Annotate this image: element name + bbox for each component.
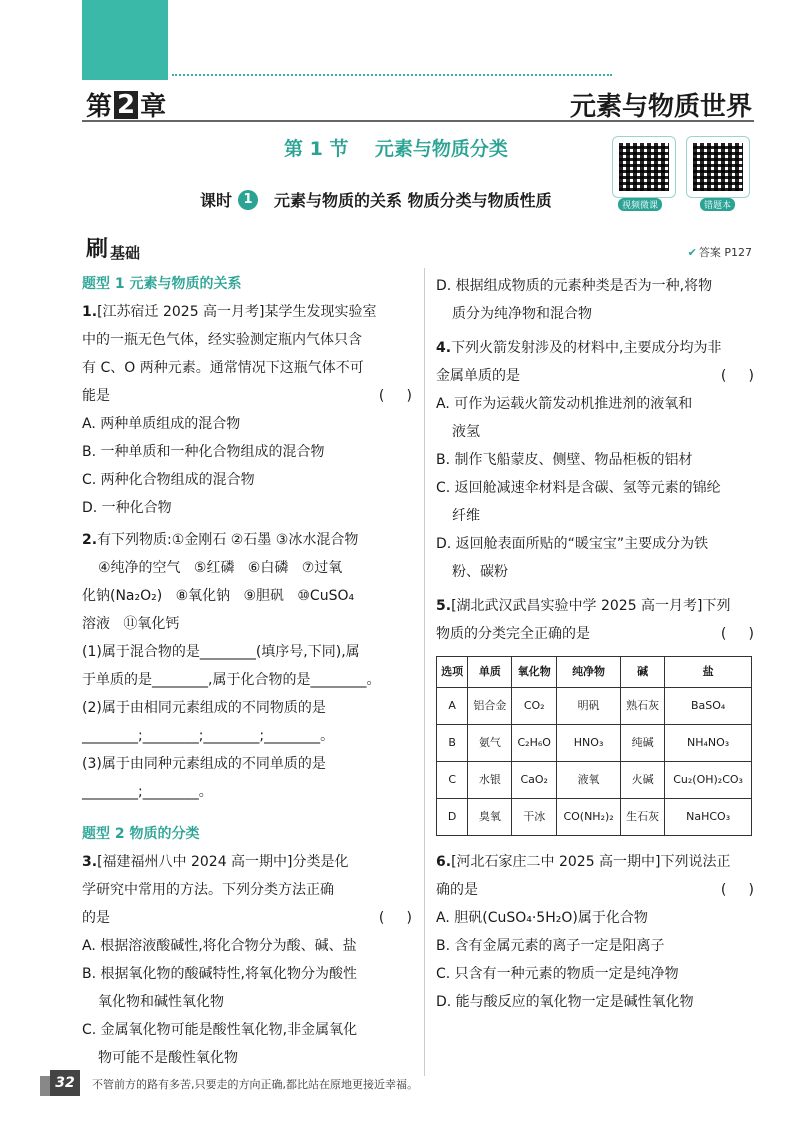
table-cell: 液氧 [557,762,621,799]
block-title-big: 刷 [86,237,109,262]
question-number: 6. [436,854,452,870]
left-column [82,270,412,1072]
footer-motto: 不管前方的路有多苦,只要走的方向正确,都比站在原地更接近幸福。 [92,1078,418,1091]
option-b: B. 一种单质和一种化合物组成的混合物 [82,444,325,460]
table-cell: CaO₂ [512,762,557,799]
table-cell: A [437,688,468,725]
answer-blank[interactable]: ( ) [378,388,412,404]
table-cell: 干冰 [512,799,557,836]
question-text: 的是 [82,910,110,926]
question-text: 能是 [82,388,110,404]
option-d: D. 一种化合物 [82,500,172,516]
option-b: B. 根据氧化物的酸碱特性,将氧化物分为酸性 [82,966,357,982]
option-d-cont: 粉、碳粉 [452,564,508,580]
question-number: 4. [436,340,452,356]
option-d-cont: 质分为纯净物和混合物 [452,306,592,322]
question-2 [82,526,412,806]
table-cell: 氨气 [468,725,512,762]
table-cell: NaHCO₃ [665,799,752,836]
qr-label-mistakes: 错题本 [700,198,735,211]
dotted-line [172,74,612,76]
question-1 [82,298,412,522]
chapter-suffix: 章 [140,92,167,122]
option-c: C. 返回舱减速伞材料是含碳、氢等元素的锦纶 [436,480,721,496]
table-header: 单质 [468,657,512,688]
table-row [437,799,752,836]
qr-pattern-icon [693,143,743,191]
qr-pattern-icon [619,143,669,191]
question-5 [436,592,754,836]
option-a: A. 两种单质组成的混合物 [82,416,241,432]
table-cell: 生石灰 [621,799,665,836]
table-cell: HNO₃ [557,725,621,762]
block-title [86,232,140,263]
question-text: [福建福州八中 2024 高一期中]分类是化 [97,854,349,870]
question-number: 2. [82,532,98,548]
table-row [437,725,752,762]
question-number: 5. [436,598,452,614]
table-cell: 熟石灰 [621,688,665,725]
question-text: 金属单质的是 [436,368,520,384]
sub-question-2: (2)属于由相同元素组成的不同物质的是 [82,700,326,716]
option-d: D. 能与酸反应的氧化物一定是碱性氧化物 [436,994,694,1010]
question-text: [湖北武汉武昌实验中学 2025 高一月考]下列 [451,598,731,614]
table-cell: 铝合金 [468,688,512,725]
table-header: 氧化物 [512,657,557,688]
question-type-2: 题型 2 物质的分类 [82,826,200,842]
table-cell: CO(NH₂)₂ [557,799,621,836]
chapter-prefix: 第 [86,92,113,122]
header-rule [82,120,754,122]
question-text: [江苏宿迁 2025 高一月考]某学生发现实验室 [97,304,377,320]
table-header-row [437,657,752,688]
table-cell: C [437,762,468,799]
question-text: 有下列物质:①金刚石 ②石墨 ③冰水混合物 [97,532,359,548]
lesson-number-badge: 1 [238,190,258,210]
question-text: 溶液 ⑪氧化钙 [82,616,180,632]
classification-table [436,656,752,836]
table-header: 纯净物 [557,657,621,688]
option-b-cont: 氧化物和碱性氧化物 [98,994,224,1010]
answer-ref-text: 答案 P127 [698,246,752,259]
option-d: D. 根据组成物质的元素种类是否为一种,将物 [436,278,713,294]
table-cell: BaSO₄ [665,688,752,725]
option-c: C. 两种化合物组成的混合物 [82,472,255,488]
question-text: 化钠(Na₂O₂) ⑧氧化钠 ⑨胆矾 ⑩CuSO₄ [82,588,355,604]
table-cell: D [437,799,468,836]
option-a: A. 胆矾(CuSO₄·5H₂O)属于化合物 [436,910,648,926]
table-cell: 明矾 [557,688,621,725]
question-text: 确的是 [436,882,478,898]
sub-question-2-blanks[interactable]: ________;________;________;________。 [82,728,335,744]
question-3 [82,848,412,1072]
table-header: 盐 [665,657,752,688]
option-c-cont: 纤维 [452,508,480,524]
question-type-1: 题型 1 元素与物质的关系 [82,276,242,292]
table-row [437,762,752,799]
question-6 [436,848,754,1016]
lesson-name: 元素与物质的关系 物质分类与物质性质 [274,191,552,210]
teal-banner [82,0,168,80]
table-row [437,688,752,725]
question-number: 1. [82,304,98,320]
table-cell: 纯碱 [621,725,665,762]
table-header: 碱 [621,657,665,688]
table-cell: 水银 [468,762,512,799]
lesson-title [200,188,552,211]
question-4 [436,334,754,586]
lesson-label: 课时 [200,191,233,210]
question-text: 学研究中常用的方法。下列分类方法正确 [82,882,334,898]
sub-question-1[interactable]: (1)属于混合物的是________(填序号,下同),属 [82,644,360,660]
table-header: 选项 [437,657,468,688]
table-cell: Cu₂(OH)₂CO₃ [665,762,752,799]
chapter-label [86,86,166,123]
option-d: D. 返回舱表面所贴的“暖宝宝”主要成分为铁 [436,536,709,552]
chapter-title: 元素与物质世界 [569,92,752,122]
option-c: C. 金属氧化物可能是酸性氧化物,非金属氧化 [82,1022,358,1038]
answer-ref [688,244,752,260]
question-text: ④纯净的空气 ⑤红磷 ⑥白磷 ⑦过氧 [98,560,343,576]
table-cell: NH₄NO₃ [665,725,752,762]
answer-blank[interactable]: ( ) [720,368,754,384]
table-cell: 火碱 [621,762,665,799]
answer-blank[interactable]: ( ) [720,882,754,898]
block-title-small: 基础 [110,244,141,262]
check-icon: ✔ [687,246,697,259]
option-b: B. 含有金属元素的离子一定是阳离子 [436,938,665,954]
table-cell: 臭氧 [468,799,512,836]
question-text: 物质的分类完全正确的是 [436,626,590,642]
question-text: 下列火箭发射涉及的材料中,主要成分均为非 [451,340,722,356]
answer-blank[interactable]: ( ) [378,910,412,926]
qr-label-video: 视频微课 [618,198,662,211]
option-b: B. 制作飞船蒙皮、侧壁、物品柜板的铝材 [436,452,693,468]
answer-blank[interactable]: ( ) [720,626,754,642]
option-a-cont: 液氢 [452,424,480,440]
page-number: 32 [50,1070,80,1096]
sub-question-3-blanks[interactable]: ________;________。 [82,784,213,800]
question-text: 有 C、O 两种元素。通常情况下这瓶气体不可 [82,360,364,376]
column-divider [424,268,425,1076]
option-a: A. 根据溶液酸碱性,将化合物分为酸、碱、盐 [82,938,357,954]
chapter-number: 2 [114,91,138,119]
question-text: 中的一瓶无色气体，经实验测定瓶内气体只含 [82,332,362,348]
sub-question-3: (3)属于由同种元素组成的不同单质的是 [82,756,326,772]
right-column [436,272,754,1016]
option-c: C. 只含有一种元素的物质一定是纯净物 [436,966,679,982]
table-cell: C₂H₆O [512,725,557,762]
option-c-cont: 物可能不是酸性氧化物 [98,1050,238,1066]
qr-code-mistakes[interactable] [686,136,750,198]
option-a: A. 可作为运载火箭发动机推进剂的液氧和 [436,396,693,412]
section-title: 第 1 节 元素与物质分类 [284,138,508,160]
sub-question-1-cont[interactable]: 于单质的是________,属于化合物的是________。 [82,672,381,688]
question-text: [河北石家庄二中 2025 高一期中]下列说法正 [451,854,731,870]
question-number: 3. [82,854,98,870]
table-cell: CO₂ [512,688,557,725]
table-cell: B [437,725,468,762]
qr-code-video[interactable] [612,136,676,198]
